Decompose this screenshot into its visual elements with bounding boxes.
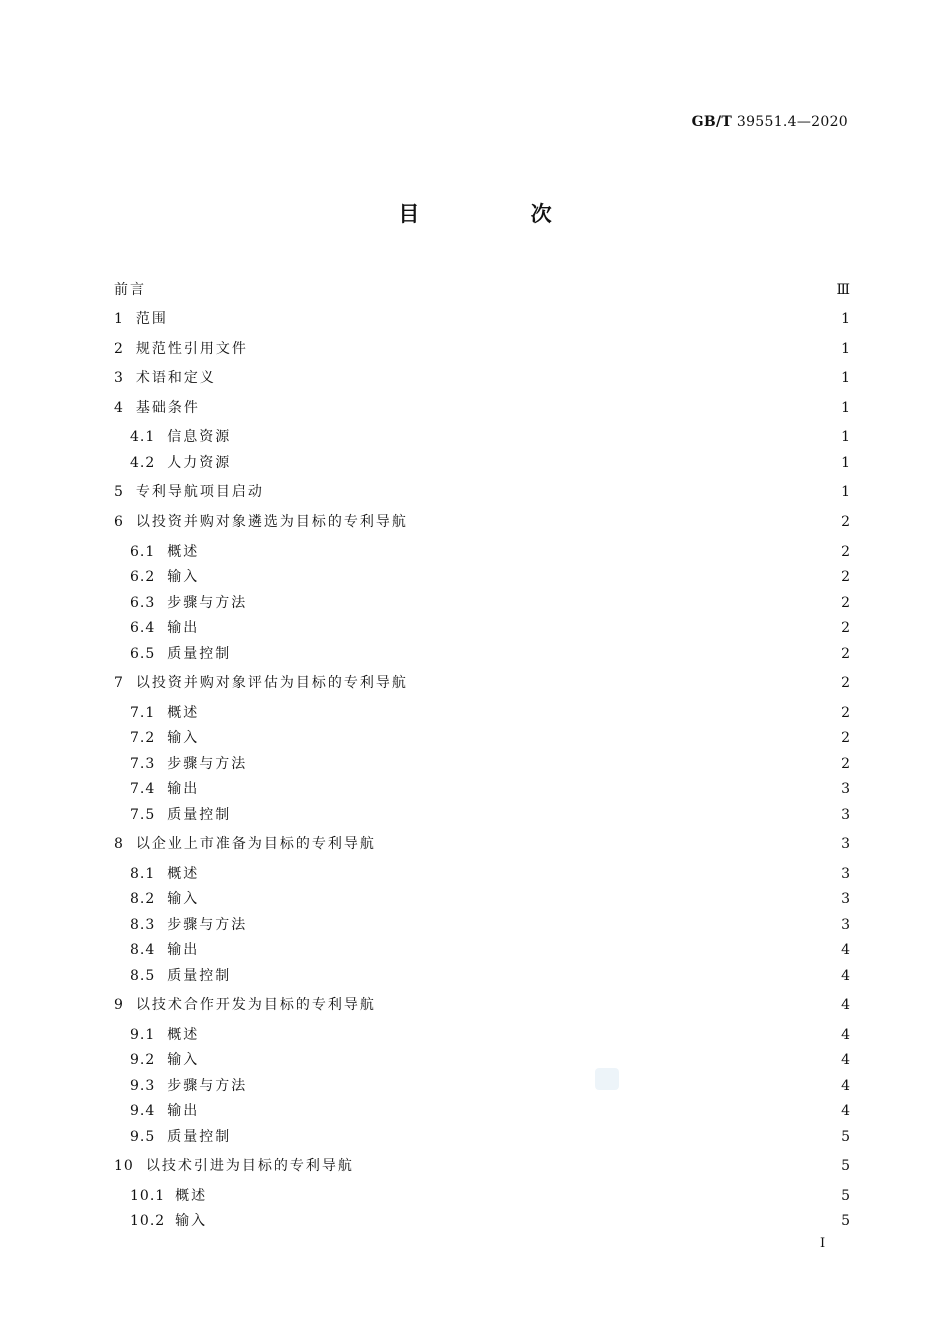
toc-dot-leader (215, 1209, 834, 1233)
toc-entry-page: 3 (841, 836, 850, 852)
toc-entry-page: 3 (841, 866, 850, 882)
toc-entry-title: 步骤与方法 (167, 756, 248, 772)
toc-dot-leader (239, 642, 834, 666)
toc-dot-leader (208, 396, 834, 420)
toc-entry-page: 4 (841, 1078, 850, 1094)
toc-entry-page: 4 (841, 1103, 850, 1119)
toc-entry-page: 2 (841, 756, 850, 772)
toc-entry-number: 8.4 (130, 942, 156, 958)
toc-entry-title: 以企业上市准备为目标的专利导航 (135, 836, 376, 852)
toc-entry-number: 9.2 (130, 1052, 156, 1068)
toc-entry-page: 4 (841, 1027, 850, 1043)
toc-entry-title: 输入 (175, 1213, 208, 1229)
toc-entry-title: 以技术合作开发为目标的专利导航 (135, 997, 376, 1013)
standard-number-header (692, 114, 848, 130)
toc-entry-number: 6 (114, 514, 124, 530)
toc-entry[interactable] (114, 425, 850, 449)
toc-entry-page: 5 (841, 1213, 850, 1229)
toc-entry-title: 输入 (167, 1052, 200, 1068)
toc-entry-number: 1 (114, 311, 124, 327)
toc-entry-page: 4 (841, 1052, 850, 1068)
toc-dot-leader (272, 480, 834, 504)
toc-entry-title: 输出 (167, 620, 200, 636)
toc-entry[interactable] (114, 862, 850, 886)
toc-entry-number: 8.1 (130, 866, 156, 882)
toc-entry-page: 3 (841, 781, 850, 797)
toc-entry-title: 前言 (114, 282, 146, 298)
toc-entry[interactable] (114, 887, 850, 911)
toc-entry-number: 6.2 (130, 569, 156, 585)
toc-entry[interactable] (114, 1074, 850, 1098)
toc-entry-page: 3 (841, 917, 850, 933)
toc-dot-leader (207, 565, 834, 589)
toc-entry[interactable] (114, 278, 850, 302)
toc-dot-leader (207, 938, 834, 962)
toc-entry-page: 2 (841, 620, 850, 636)
toc-dot-leader (256, 337, 834, 361)
toc-dot-leader (239, 803, 834, 827)
toc-dot-leader (207, 1023, 834, 1047)
toc-entry[interactable] (114, 451, 850, 475)
toc-entry[interactable] (114, 396, 850, 420)
toc-entry-number: 6.4 (130, 620, 156, 636)
toc-entry-number: 7.1 (130, 705, 156, 721)
toc-entry-page: 5 (841, 1188, 850, 1204)
toc-entry-page: 1 (841, 311, 850, 327)
toc-dot-leader (255, 752, 834, 776)
toc-entry[interactable] (114, 1209, 850, 1233)
toc-entry-title: 步骤与方法 (167, 1078, 248, 1094)
toc-entry[interactable] (114, 616, 850, 640)
toc-dot-leader (207, 1048, 834, 1072)
toc-dot-leader (255, 913, 834, 937)
toc-entry-number: 6.1 (130, 544, 156, 560)
footer-page-number: I (820, 1236, 826, 1251)
toc-entry[interactable] (114, 964, 850, 988)
toc-entry-title: 输出 (167, 781, 200, 797)
toc-dot-leader (239, 1125, 834, 1149)
toc-entry-number: 5 (114, 484, 124, 500)
toc-entry-number: 10 (114, 1158, 134, 1174)
toc-entry[interactable] (114, 1154, 850, 1178)
toc-entry-number: 8.2 (130, 891, 156, 907)
toc-entry-number: 2 (114, 341, 124, 357)
toc-dot-leader (384, 993, 834, 1017)
toc-dot-leader (255, 591, 834, 615)
standard-number: 39551.4—2020 (736, 114, 848, 130)
toc-dot-leader (239, 964, 834, 988)
toc-dot-leader (207, 862, 834, 886)
toc-entry-title: 以投资并购对象评估为目标的专利导航 (135, 675, 408, 691)
toc-entry[interactable] (114, 938, 850, 962)
toc-entry[interactable] (114, 1184, 850, 1208)
toc-dot-leader (224, 366, 834, 390)
toc-entry-page: 1 (841, 400, 850, 416)
toc-entry-title: 输入 (167, 891, 200, 907)
toc-entry[interactable] (114, 701, 850, 725)
toc-entry[interactable] (114, 752, 850, 776)
toc-dot-leader (207, 726, 834, 750)
toc-entry-page: 1 (841, 429, 850, 445)
toc-entry-number: 9.1 (130, 1027, 156, 1043)
toc-entry-title: 人力资源 (167, 455, 232, 471)
toc-entry[interactable] (114, 1125, 850, 1149)
toc-entry-page: 2 (841, 730, 850, 746)
toc-entry[interactable] (114, 993, 850, 1017)
toc-entry-number: 9 (114, 997, 124, 1013)
toc-entry-number: 8 (114, 836, 124, 852)
toc-dot-leader (215, 1184, 834, 1208)
toc-entry[interactable] (114, 803, 850, 827)
toc-entry-title: 质量控制 (167, 1129, 232, 1145)
toc-entry-number: 4.2 (130, 455, 156, 471)
toc-entry-page: 2 (841, 675, 850, 691)
toc-entry-number: 6.3 (130, 595, 156, 611)
toc-entry-title: 概述 (167, 705, 200, 721)
toc-entry[interactable] (114, 777, 850, 801)
toc-entry-page: 1 (841, 341, 850, 357)
toc-dot-leader (207, 540, 834, 564)
toc-entry-number: 4 (114, 400, 124, 416)
toc-entry-page: 1 (841, 455, 850, 471)
toc-entry[interactable] (114, 1048, 850, 1072)
toc-entry-number: 7 (114, 675, 124, 691)
toc-entry-title: 以技术引进为目标的专利导航 (145, 1158, 354, 1174)
toc-entry-page: 1 (841, 370, 850, 386)
toc-entry-title: 质量控制 (167, 807, 232, 823)
toc-entry[interactable] (114, 540, 850, 564)
toc-dot-leader (255, 1074, 834, 1098)
toc-entry-title: 概述 (167, 866, 200, 882)
toc-entry-number: 8.3 (130, 917, 156, 933)
toc-entry-number: 6.5 (130, 646, 156, 662)
standard-prefix: GB/T (691, 114, 733, 130)
toc-entry-title: 规范性引用文件 (135, 341, 248, 357)
toc-dot-leader (207, 616, 834, 640)
toc-entry-page: 2 (841, 514, 850, 530)
toc-entry-page: 1 (841, 484, 850, 500)
toc-entry-title: 输入 (167, 569, 200, 585)
toc-dot-leader (154, 278, 830, 302)
toc-entry-number: 8.5 (130, 968, 156, 984)
toc-entry[interactable] (114, 510, 850, 534)
toc-dot-leader (176, 307, 834, 331)
toc-entry-page: 2 (841, 569, 850, 585)
toc-entry-page: Ⅲ (836, 282, 850, 298)
toc-entry-title: 输入 (167, 730, 200, 746)
toc-entry-number: 9.4 (130, 1103, 156, 1119)
toc-dot-leader (207, 1099, 834, 1123)
toc-entry-number: 7.5 (130, 807, 156, 823)
toc-entry-page: 2 (841, 646, 850, 662)
toc-entry-number: 9.3 (130, 1078, 156, 1094)
toc-entry-title: 质量控制 (167, 968, 232, 984)
toc-entry-title: 信息资源 (167, 429, 232, 445)
toc-entry-title: 术语和定义 (135, 370, 216, 386)
toc-entry-number: 9.5 (130, 1129, 156, 1145)
toc-entry[interactable] (114, 565, 850, 589)
toc-dot-leader (207, 777, 834, 801)
toc-entry-title: 专利导航项目启动 (135, 484, 264, 500)
toc-entry[interactable] (114, 913, 850, 937)
toc-entry-number: 7.4 (130, 781, 156, 797)
toc-entry-title: 概述 (167, 1027, 200, 1043)
toc-dot-leader (207, 887, 834, 911)
watermark-logo (595, 1068, 619, 1090)
toc-entry-number: 7.2 (130, 730, 156, 746)
toc-entry[interactable] (114, 480, 850, 504)
toc-entry-page: 4 (841, 968, 850, 984)
toc-entry-title: 质量控制 (167, 646, 232, 662)
toc-entry[interactable] (114, 366, 850, 390)
toc-entry[interactable] (114, 591, 850, 615)
toc-entry-number: 10.1 (130, 1188, 166, 1204)
toc-entry-page: 2 (841, 705, 850, 721)
toc-entry-page: 2 (841, 595, 850, 611)
toc-entry-number: 3 (114, 370, 124, 386)
toc-entry-page: 4 (841, 942, 850, 958)
toc-dot-leader (416, 671, 834, 695)
toc-entry-title: 以投资并购对象遴选为目标的专利导航 (135, 514, 408, 530)
toc-dot-leader (239, 451, 834, 475)
toc-dot-leader (362, 1154, 834, 1178)
toc-entry-number: 10.2 (130, 1213, 166, 1229)
toc-entry-number: 4.1 (130, 429, 156, 445)
toc-entry[interactable] (114, 307, 850, 331)
toc-dot-leader (207, 701, 834, 725)
toc-entry-title: 基础条件 (135, 400, 200, 416)
toc-entry-page: 5 (841, 1129, 850, 1145)
toc-dot-leader (384, 832, 834, 856)
toc-entry-page: 3 (841, 891, 850, 907)
toc-entry-page: 4 (841, 997, 850, 1013)
toc-entry[interactable] (114, 726, 850, 750)
toc-entry-page: 3 (841, 807, 850, 823)
toc-entry-title: 输出 (167, 942, 200, 958)
toc-entry-title: 概述 (167, 544, 200, 560)
toc-entry[interactable] (114, 832, 850, 856)
toc-entry-title: 概述 (175, 1188, 208, 1204)
toc-dot-leader (239, 425, 834, 449)
toc-entry-number: 7.3 (130, 756, 156, 772)
toc-entry-title: 步骤与方法 (167, 917, 248, 933)
toc-dot-leader (416, 510, 834, 534)
toc-entry-title: 步骤与方法 (167, 595, 248, 611)
toc-entry[interactable] (114, 1023, 850, 1047)
toc-entry-page: 2 (841, 544, 850, 560)
toc-entry-title: 范围 (135, 311, 168, 327)
toc-entry-title: 输出 (167, 1103, 200, 1119)
toc-entry[interactable] (114, 642, 850, 666)
page-title: 目 次 (398, 201, 604, 226)
toc-entry-page: 5 (841, 1158, 850, 1174)
toc-entry[interactable] (114, 1099, 850, 1123)
toc-entry[interactable] (114, 337, 850, 361)
toc-entry[interactable] (114, 671, 850, 695)
